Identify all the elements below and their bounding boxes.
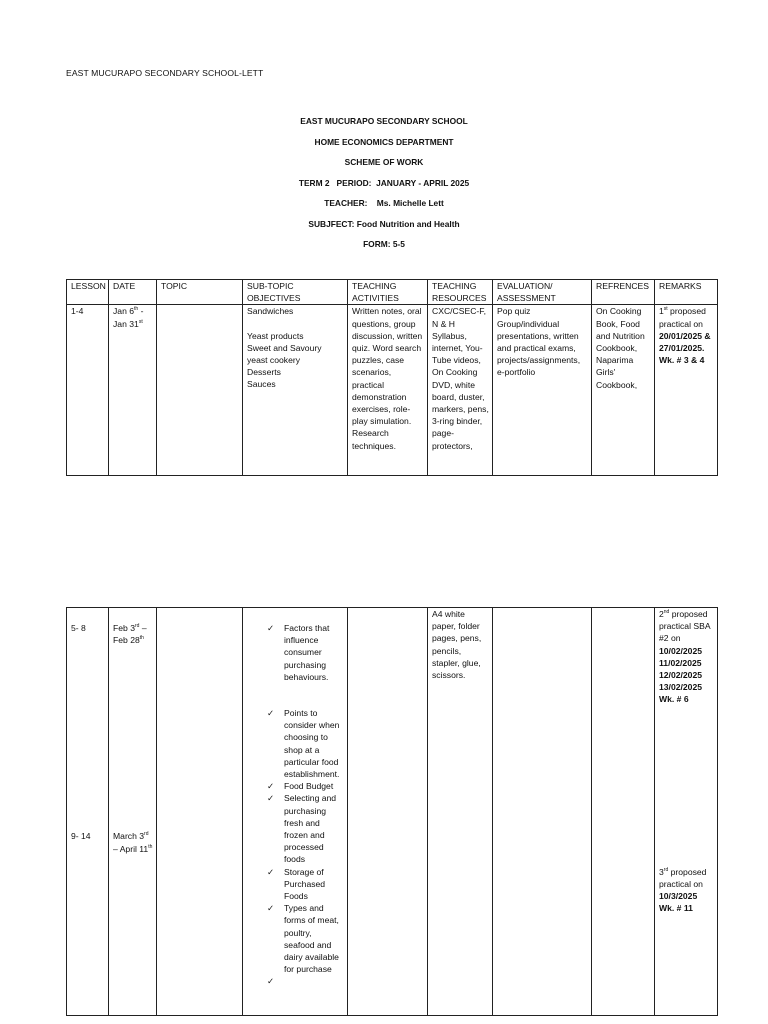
lesson-cell: 1-4 (67, 305, 109, 476)
practical-dates: 10/02/2025 11/02/2025 12/02/2025 13/02/2025 Wk. # 6 (659, 645, 703, 705)
check-mark-icon: ✓ (267, 708, 275, 719)
list-item: ✓ Factors that influence consumer purchasing behaviours. (267, 623, 330, 682)
column-header-date: DATE (109, 280, 157, 305)
lesson-cell: 5- 8 9- 14 (67, 608, 109, 1016)
resources-cell: A4 white paper, folder pages, pens, pencils, stapler, glue, scissors. (428, 608, 493, 1016)
scheme-table-1 (66, 279, 718, 476)
subtopic-cell (243, 305, 348, 476)
date-cell: Feb 3rd – Feb 28th March 3rd – April 11th (109, 608, 157, 1016)
column-header-lesson: LESSON (67, 280, 109, 305)
check-mark-icon: ✓ (267, 793, 275, 804)
subtopic-checklist (247, 622, 344, 988)
column-header-references: REFRENCES (592, 280, 655, 305)
resources-cell: CXC/CSEC-F, N & H Syllabus, internet, You-Tube videos, On Cooking DVD, white board, duster, markers, pens, 3-ring binder, page-protectors, (428, 305, 493, 476)
column-header-subtopic: SUB-TOPIC OBJECTIVES (243, 280, 348, 305)
department-heading: HOME ECONOMICS DEPARTMENT (314, 137, 454, 147)
scheme-table-2 (66, 607, 718, 1016)
references-cell: On Cooking Book, Food and Nutrition Cookbook, Naparima Girls' Cookbook, (592, 305, 655, 476)
date-cell: Jan 6th - Jan 31st (109, 305, 157, 476)
document-title: SCHEME OF WORK (344, 157, 424, 167)
form-heading: FORM: 5-5 (363, 239, 405, 249)
running-head: EAST MUCURAPO SECONDARY SCHOOL-LETT (66, 68, 264, 78)
subtopic-list: Yeast products Sweet and Savoury yeast cookery Desserts Sauces (247, 330, 322, 390)
column-header-evaluation: EVALUATION/ ASSESSMENT (493, 280, 592, 305)
evaluation-cell: Pop quiz Group/individual presentations, written and practical exams, projects/assignments, e-portfolio (493, 305, 592, 476)
teacher-heading: TEACHER: Ms. Michelle Lett (324, 198, 444, 208)
column-header-remarks: REMARKS (655, 280, 718, 305)
topic-cell (157, 305, 243, 476)
evaluation-cell (493, 608, 592, 1016)
list-item: ✓ Food Budget (267, 781, 334, 792)
column-header-topic: TOPIC (157, 280, 243, 305)
table-row (67, 305, 718, 476)
table-row (67, 608, 718, 1016)
list-item: ✓ Points to consider when choosing to shop at a particular food establishment. (267, 708, 340, 780)
subtopic-cell (243, 608, 348, 1016)
topic-cell (157, 608, 243, 1016)
check-mark-icon: ✓ (267, 866, 275, 877)
list-item: ✓ Storage of Purchased Foods (267, 866, 326, 902)
subject-heading: SUBJFECT: Food Nutrition and Health (308, 219, 460, 229)
column-header-resources: TEACHING RESOURCES (428, 280, 493, 305)
subtopic-item: Sandwiches (247, 306, 294, 317)
remarks-cell: 2nd proposed practical SBA #2 on 10/02/2025 11/02/2025 12/02/2025 13/02/2025 Wk. # 6 3rd proposed practical on 10/3/2025 Wk. # 11 (655, 608, 718, 1016)
column-header-activities: TEACHING ACTIVITIES (348, 280, 428, 305)
list-item (247, 975, 344, 987)
check-mark-icon: ✓ (267, 976, 275, 987)
check-mark-icon: ✓ (267, 623, 275, 633)
check-mark-icon: ✓ (267, 903, 275, 914)
term-period-heading: TERM 2 PERIOD: JANUARY - APRIL 2025 (298, 178, 470, 188)
school-name-heading: EAST MUCURAPO SECONDARY SCHOOL (300, 116, 468, 126)
practical-dates: 10/3/2025 Wk. # 11 (659, 891, 698, 914)
list-item: ✓ Types and forms of meat, poultry, seafood and dairy available for purchase (267, 903, 339, 975)
references-cell (592, 608, 655, 1016)
list-item: ✓ Selecting and purchasing fresh and frozen and processed foods (267, 793, 337, 865)
remarks-cell: 1st proposed practical on 20/01/2025 & 27/01/2025. Wk. # 3 & 4 (655, 305, 718, 476)
activities-cell: Written notes, oral questions, group discussion, written quiz. Word search puzzles, case scenarios, practical demonstration exercises, role-play simulation. Research techniques. (348, 305, 428, 476)
check-mark-icon: ✓ (267, 781, 275, 792)
table-header-row (67, 280, 718, 305)
activities-cell (348, 608, 428, 1016)
